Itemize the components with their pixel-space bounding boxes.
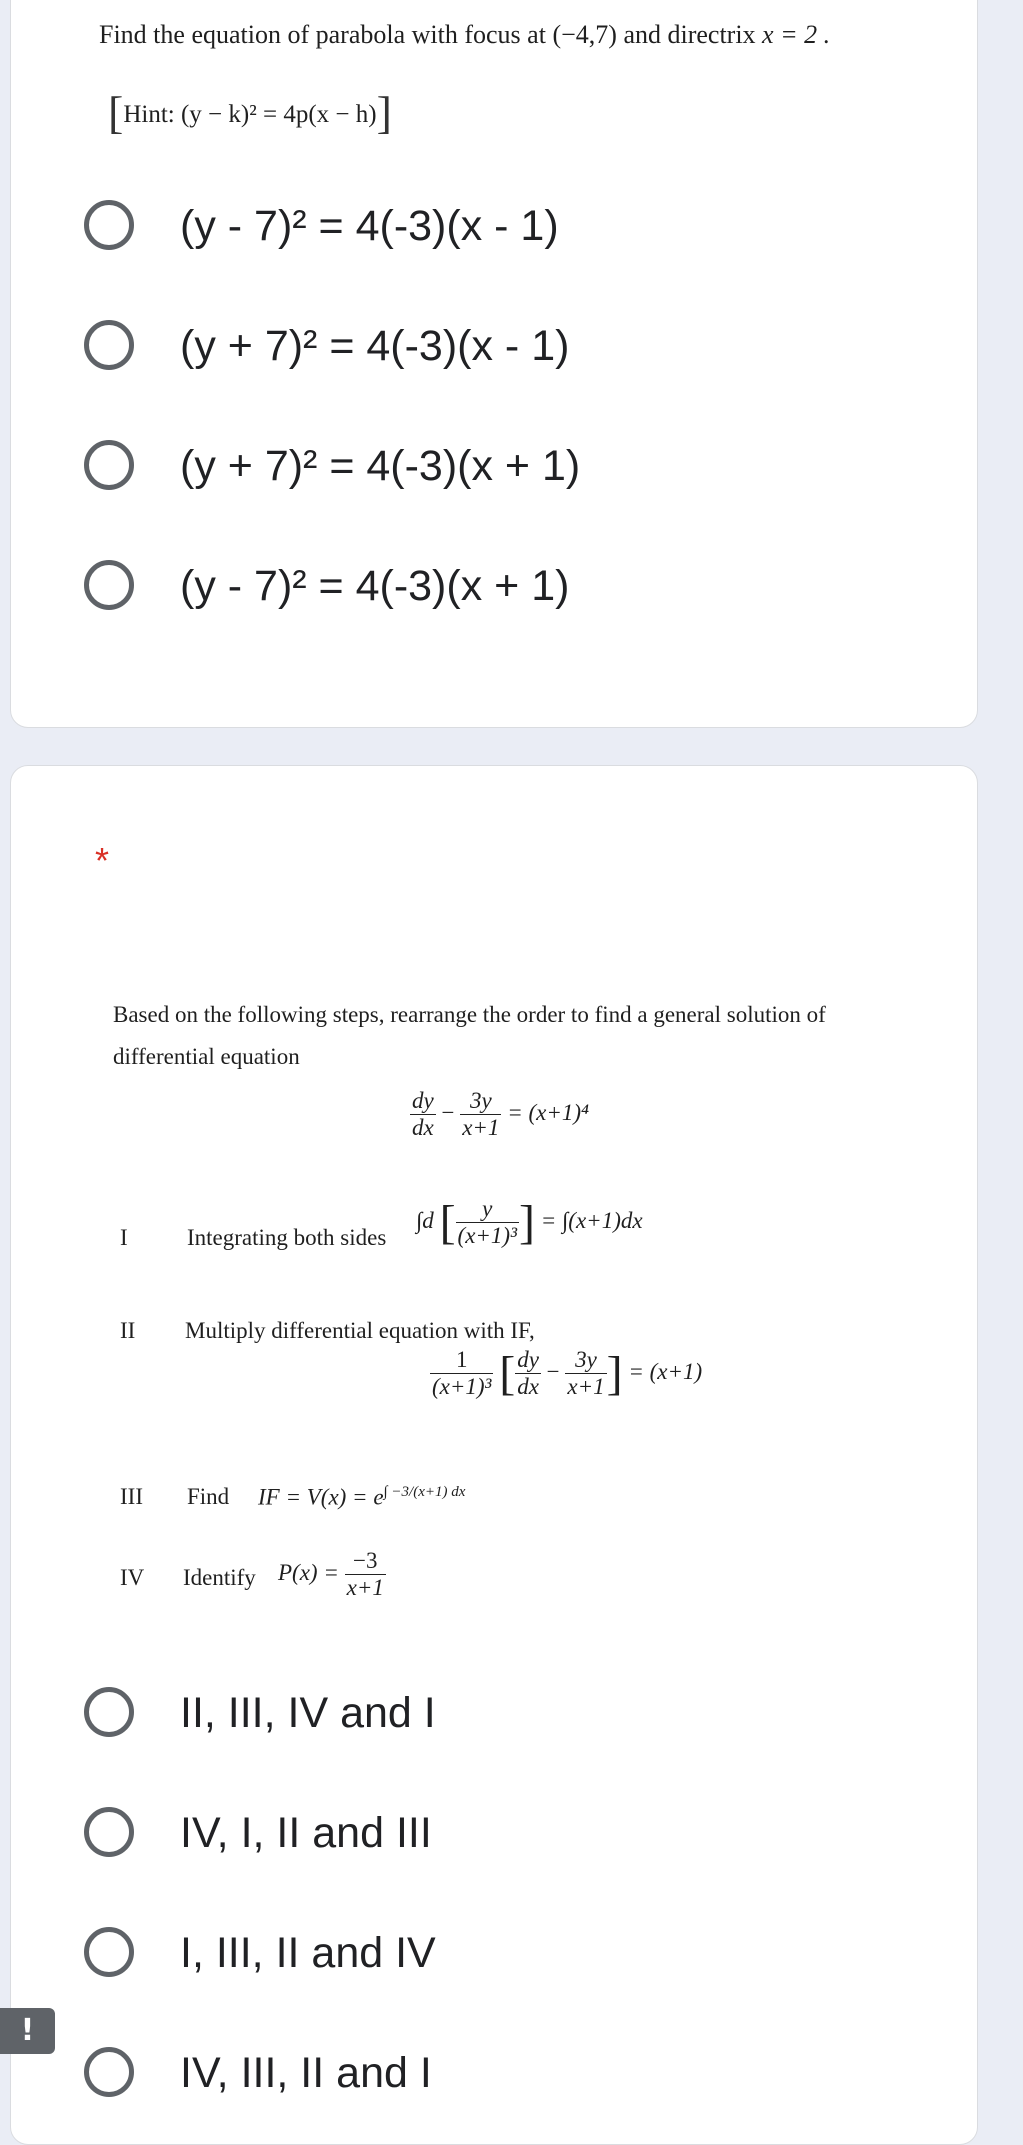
option-label: I, III, II and IV — [180, 1929, 436, 1977]
step-3-number: III — [120, 1484, 143, 1509]
radio-button[interactable] — [84, 1687, 134, 1737]
step-3-math: IF = $V(x) = e^{\int -3/(x+1) dx}$ — [258, 1484, 466, 1510]
hint-text: [Hint: (y − k)² = 4p(x − h)] — [108, 87, 392, 138]
option-5[interactable] — [72, 1683, 932, 1747]
question-2-text-line-1: Based on the following steps, rearrange the order to find a general solution of — [113, 1002, 826, 1027]
step-4-math: P(x) = $\frac{-3}{x+1}$ — [278, 1548, 384, 1601]
question-2-text-line-2: differential equation — [113, 1044, 300, 1069]
step-4-text: Identify — [183, 1565, 256, 1590]
option-label: (y - 7)² = 4(-3)(x + 1) — [180, 562, 570, 610]
option-label: (y + 7)² = 4(-3)(x + 1) — [180, 442, 581, 490]
option-label: IV, III, II and I — [180, 2049, 432, 2097]
step-1-text: Integrating both sides — [187, 1225, 387, 1250]
option-1[interactable] — [72, 196, 932, 260]
step-2-number: II — [120, 1318, 136, 1343]
step-2-math: $\frac{1}{\text{(x+1)³}}$ [ $\frac{dy}{dx}$ − $\frac{3y}{x+1}$ ] = (x+1) — [432, 1346, 703, 1400]
radio-button[interactable] — [84, 560, 134, 610]
radio-button[interactable] — [84, 1807, 134, 1857]
option-label: (y + 7)² = 4(-3)(x - 1) — [180, 322, 570, 370]
step-3-text: Find — [187, 1484, 230, 1509]
option-7[interactable] — [72, 1923, 932, 1987]
radio-button[interactable] — [84, 1927, 134, 1977]
option-label: II, III, IV and I — [180, 1689, 436, 1737]
radio-button[interactable] — [84, 200, 134, 250]
option-8[interactable] — [72, 2043, 932, 2107]
option-6[interactable] — [72, 1803, 932, 1867]
alert-badge[interactable]: ! — [0, 2008, 55, 2054]
step-1-math: ∫d [ $\frac{y}{\text{(x+1)³}}$ ] = ∫(x+1)dx — [416, 1195, 643, 1249]
option-2[interactable] — [72, 316, 932, 380]
step-4-number: IV — [120, 1565, 145, 1590]
option-4[interactable] — [72, 556, 932, 620]
option-label: IV, I, II and III — [180, 1809, 432, 1857]
question-1-text: Find the equation of parabola with focus at (−4,7) and directrix x = 2 . — [99, 20, 831, 49]
radio-button[interactable] — [84, 440, 134, 490]
step-2-text: Multiply differential equation with IF, — [185, 1318, 535, 1343]
step-1-number: I — [120, 1225, 128, 1250]
required-marker: * — [95, 840, 110, 881]
option-3[interactable] — [72, 436, 932, 500]
differential-equation: $\frac{dy}{dx}$ − $\frac{3y}{x+1}$ = (x+1)⁴ — [412, 1088, 590, 1141]
radio-button[interactable] — [84, 2047, 134, 2097]
option-label: (y - 7)² = 4(-3)(x - 1) — [180, 202, 559, 250]
radio-button[interactable] — [84, 320, 134, 370]
